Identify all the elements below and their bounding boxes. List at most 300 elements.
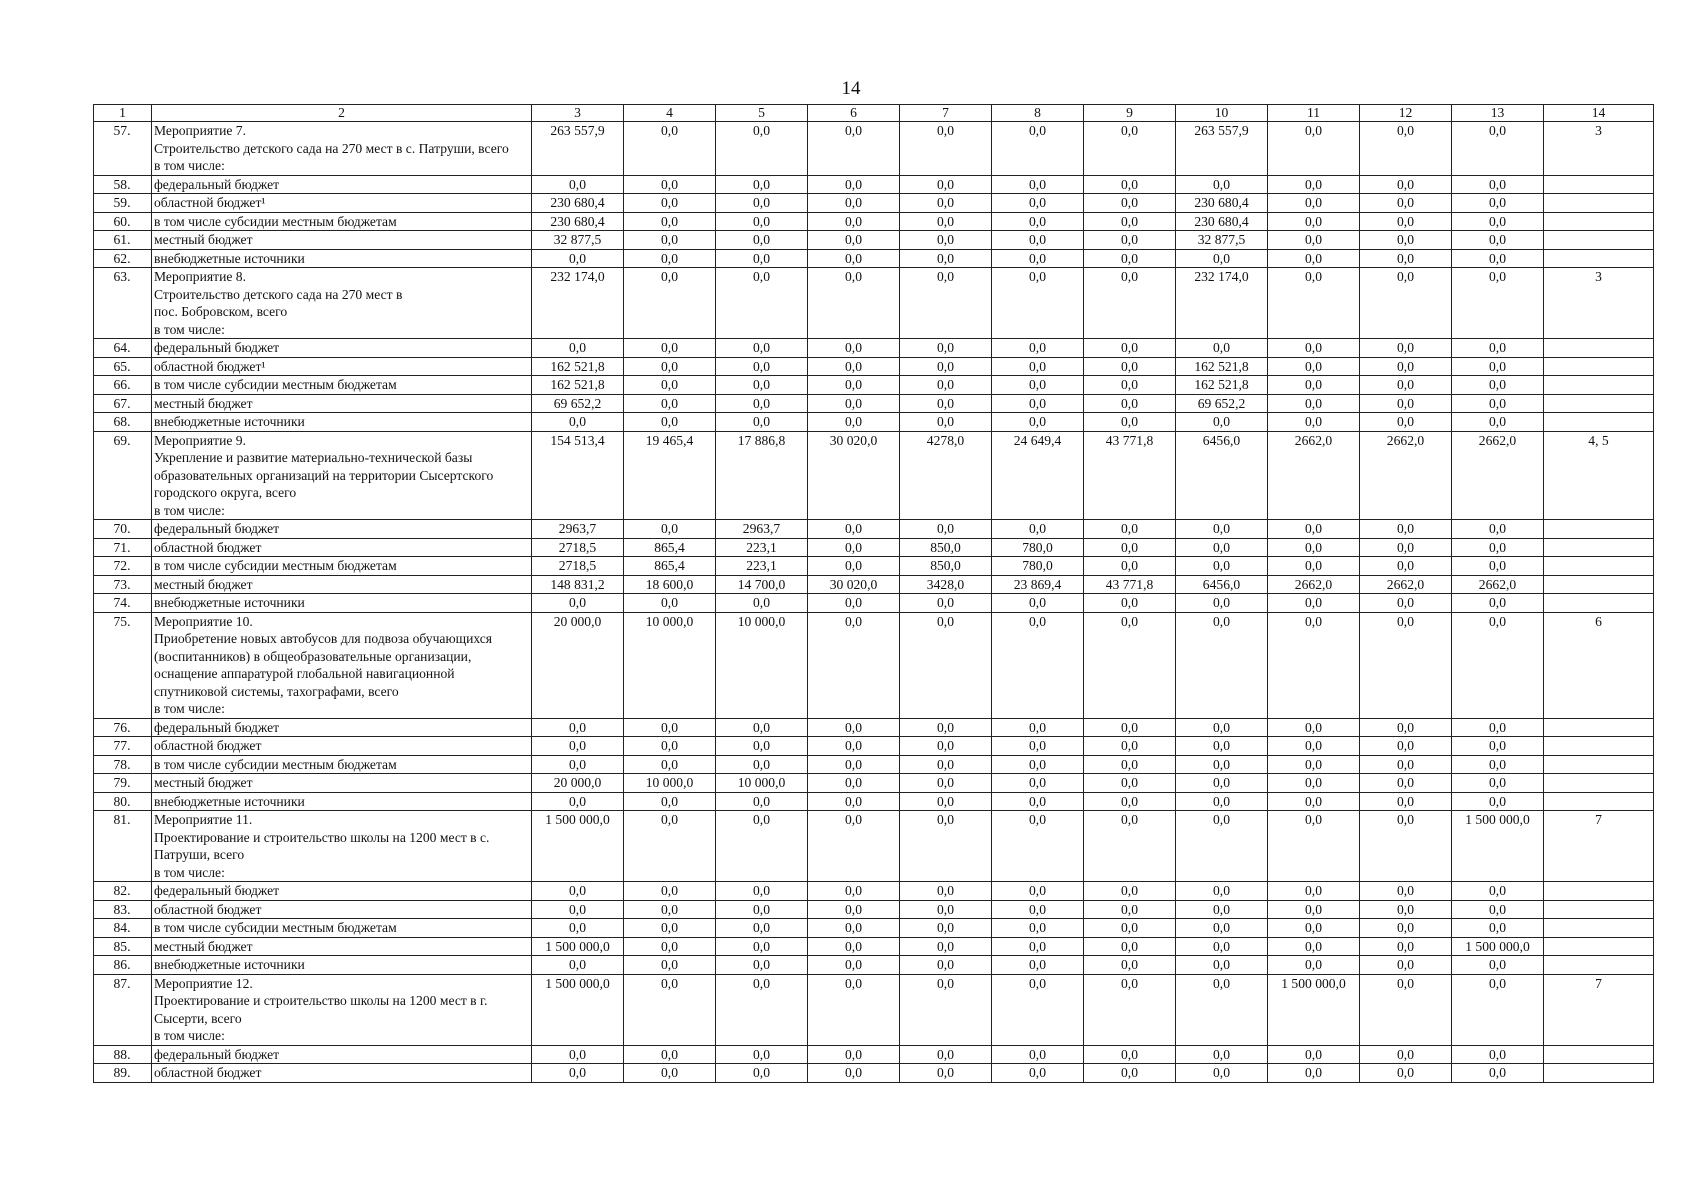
value-cell: 0,0	[624, 122, 716, 176]
reference-cell	[1544, 919, 1654, 938]
value-cell: 0,0	[808, 339, 900, 358]
value-cell: 0,0	[624, 1064, 716, 1083]
value-cell: 0,0	[900, 376, 992, 395]
reference-cell	[1544, 212, 1654, 231]
value-cell: 0,0	[1452, 194, 1544, 213]
row-title: внебюджетные источники	[152, 792, 532, 811]
column-header: 10	[1176, 105, 1268, 122]
value-cell: 0,0	[1268, 376, 1360, 395]
value-cell: 0,0	[624, 594, 716, 613]
value-cell: 0,0	[1360, 413, 1452, 432]
value-cell: 1 500 000,0	[532, 811, 624, 882]
value-cell: 0,0	[1084, 557, 1176, 576]
row-number: 59.	[94, 194, 152, 213]
row-title: областной бюджет	[152, 737, 532, 756]
value-cell: 0,0	[1176, 538, 1268, 557]
row-number: 84.	[94, 919, 152, 938]
value-cell: 0,0	[1084, 268, 1176, 339]
value-cell: 0,0	[808, 376, 900, 395]
row-number: 86.	[94, 956, 152, 975]
value-cell: 0,0	[992, 774, 1084, 793]
value-cell: 0,0	[716, 718, 808, 737]
reference-cell	[1544, 175, 1654, 194]
value-cell: 0,0	[1084, 520, 1176, 539]
value-cell: 0,0	[624, 882, 716, 901]
value-cell: 0,0	[900, 956, 992, 975]
row-title: внебюджетные источники	[152, 594, 532, 613]
value-cell: 0,0	[1084, 811, 1176, 882]
value-cell: 0,0	[1084, 413, 1176, 432]
row-number: 65.	[94, 357, 152, 376]
table-row	[94, 575, 1654, 594]
value-cell: 0,0	[1268, 919, 1360, 938]
value-cell: 0,0	[1452, 520, 1544, 539]
value-cell: 0,0	[624, 919, 716, 938]
value-cell: 0,0	[992, 249, 1084, 268]
value-cell: 0,0	[900, 737, 992, 756]
value-cell: 1 500 000,0	[532, 937, 624, 956]
column-header: 11	[1268, 105, 1360, 122]
value-cell: 0,0	[1268, 394, 1360, 413]
value-cell: 0,0	[716, 974, 808, 1045]
value-cell: 0,0	[532, 792, 624, 811]
value-cell: 263 557,9	[1176, 122, 1268, 176]
value-cell: 0,0	[1176, 937, 1268, 956]
value-cell: 10 000,0	[624, 612, 716, 718]
value-cell: 0,0	[900, 339, 992, 358]
value-cell: 0,0	[1176, 774, 1268, 793]
value-cell: 0,0	[716, 594, 808, 613]
row-number: 75.	[94, 612, 152, 718]
value-cell: 0,0	[992, 956, 1084, 975]
value-cell: 0,0	[1084, 249, 1176, 268]
row-title: в том числе субсидии местным бюджетам	[152, 557, 532, 576]
row-title: федеральный бюджет	[152, 520, 532, 539]
value-cell: 0,0	[1268, 755, 1360, 774]
value-cell: 17 886,8	[716, 431, 808, 520]
value-cell: 0,0	[1452, 755, 1544, 774]
value-cell: 0,0	[1268, 520, 1360, 539]
value-cell: 0,0	[716, 413, 808, 432]
table-row	[94, 212, 1654, 231]
value-cell: 0,0	[1084, 339, 1176, 358]
value-cell: 0,0	[900, 249, 992, 268]
value-cell: 0,0	[1084, 594, 1176, 613]
reference-cell	[1544, 520, 1654, 539]
column-header: 1	[94, 105, 152, 122]
value-cell: 0,0	[900, 175, 992, 194]
value-cell: 0,0	[1268, 612, 1360, 718]
value-cell: 32 877,5	[1176, 231, 1268, 250]
value-cell: 0,0	[716, 394, 808, 413]
reference-cell	[1544, 900, 1654, 919]
row-title: федеральный бюджет	[152, 1045, 532, 1064]
value-cell: 0,0	[624, 376, 716, 395]
value-cell: 0,0	[1452, 737, 1544, 756]
table-row	[94, 919, 1654, 938]
row-title: федеральный бюджет	[152, 718, 532, 737]
reference-cell	[1544, 882, 1654, 901]
value-cell: 0,0	[992, 612, 1084, 718]
value-cell: 0,0	[1360, 900, 1452, 919]
value-cell: 2718,5	[532, 538, 624, 557]
value-cell: 0,0	[1084, 194, 1176, 213]
value-cell: 0,0	[992, 792, 1084, 811]
value-cell: 0,0	[1360, 520, 1452, 539]
value-cell: 0,0	[1084, 956, 1176, 975]
value-cell: 1 500 000,0	[1452, 811, 1544, 882]
value-cell: 0,0	[992, 737, 1084, 756]
value-cell: 0,0	[1084, 1045, 1176, 1064]
column-header: 6	[808, 105, 900, 122]
value-cell: 0,0	[808, 268, 900, 339]
row-number: 57.	[94, 122, 152, 176]
reference-cell	[1544, 339, 1654, 358]
row-title: областной бюджет	[152, 1064, 532, 1083]
value-cell: 0,0	[716, 212, 808, 231]
reference-cell	[1544, 774, 1654, 793]
value-cell: 0,0	[1452, 413, 1544, 432]
value-cell: 0,0	[532, 956, 624, 975]
table-row	[94, 1045, 1654, 1064]
value-cell: 0,0	[1452, 956, 1544, 975]
row-title: Мероприятие 12. Проектирование и строительство школы на 1200 мест в г. Сысерти, всего в том числе:	[152, 974, 532, 1045]
value-cell: 0,0	[716, 956, 808, 975]
value-cell: 0,0	[1084, 122, 1176, 176]
value-cell: 0,0	[992, 900, 1084, 919]
column-header: 13	[1452, 105, 1544, 122]
value-cell: 0,0	[900, 520, 992, 539]
value-cell: 1 500 000,0	[532, 974, 624, 1045]
reference-cell: 4, 5	[1544, 431, 1654, 520]
value-cell: 0,0	[1360, 937, 1452, 956]
value-cell: 0,0	[1360, 1064, 1452, 1083]
row-title: областной бюджет¹	[152, 194, 532, 213]
row-title: федеральный бюджет	[152, 882, 532, 901]
value-cell: 0,0	[1176, 249, 1268, 268]
value-cell: 0,0	[1452, 357, 1544, 376]
value-cell: 0,0	[808, 882, 900, 901]
value-cell: 0,0	[1176, 919, 1268, 938]
value-cell: 0,0	[808, 557, 900, 576]
value-cell: 0,0	[992, 231, 1084, 250]
value-cell: 0,0	[1360, 268, 1452, 339]
column-header: 8	[992, 105, 1084, 122]
value-cell: 0,0	[808, 900, 900, 919]
value-cell: 18 600,0	[624, 575, 716, 594]
row-title: областной бюджет¹	[152, 357, 532, 376]
value-cell: 0,0	[1360, 956, 1452, 975]
value-cell: 0,0	[716, 900, 808, 919]
value-cell: 162 521,8	[1176, 357, 1268, 376]
table-row	[94, 339, 1654, 358]
reference-cell: 7	[1544, 811, 1654, 882]
reference-cell	[1544, 557, 1654, 576]
value-cell: 0,0	[1360, 755, 1452, 774]
value-cell: 0,0	[624, 231, 716, 250]
value-cell: 865,4	[624, 557, 716, 576]
row-title: внебюджетные источники	[152, 413, 532, 432]
value-cell: 0,0	[1452, 376, 1544, 395]
row-number: 66.	[94, 376, 152, 395]
value-cell: 0,0	[808, 520, 900, 539]
table-row	[94, 792, 1654, 811]
value-cell: 0,0	[1084, 175, 1176, 194]
table-row	[94, 755, 1654, 774]
value-cell: 0,0	[1176, 900, 1268, 919]
value-cell: 230 680,4	[1176, 194, 1268, 213]
table-row	[94, 394, 1654, 413]
value-cell: 0,0	[992, 376, 1084, 395]
value-cell: 0,0	[1360, 718, 1452, 737]
value-cell: 223,1	[716, 538, 808, 557]
table-row	[94, 122, 1654, 176]
value-cell: 32 877,5	[532, 231, 624, 250]
value-cell: 0,0	[900, 194, 992, 213]
value-cell: 0,0	[716, 1064, 808, 1083]
column-header: 2	[152, 105, 532, 122]
value-cell: 2662,0	[1360, 575, 1452, 594]
value-cell: 0,0	[1360, 557, 1452, 576]
value-cell: 0,0	[1268, 175, 1360, 194]
value-cell: 0,0	[716, 231, 808, 250]
column-header: 12	[1360, 105, 1452, 122]
value-cell: 0,0	[624, 755, 716, 774]
row-number: 80.	[94, 792, 152, 811]
value-cell: 0,0	[808, 974, 900, 1045]
table-row	[94, 413, 1654, 432]
value-cell: 0,0	[1360, 175, 1452, 194]
value-cell: 0,0	[716, 194, 808, 213]
value-cell: 0,0	[716, 919, 808, 938]
row-number: 70.	[94, 520, 152, 539]
value-cell: 223,1	[716, 557, 808, 576]
value-cell: 0,0	[992, 357, 1084, 376]
value-cell: 0,0	[900, 122, 992, 176]
value-cell: 0,0	[1360, 594, 1452, 613]
value-cell: 4278,0	[900, 431, 992, 520]
table-row	[94, 811, 1654, 882]
reference-cell	[1544, 737, 1654, 756]
value-cell: 0,0	[1176, 594, 1268, 613]
value-cell: 2662,0	[1452, 431, 1544, 520]
value-cell: 0,0	[992, 937, 1084, 956]
value-cell: 162 521,8	[1176, 376, 1268, 395]
value-cell: 0,0	[900, 212, 992, 231]
value-cell: 0,0	[1268, 718, 1360, 737]
value-cell: 0,0	[624, 718, 716, 737]
row-title: в том числе субсидии местным бюджетам	[152, 376, 532, 395]
reference-cell	[1544, 194, 1654, 213]
column-header: 5	[716, 105, 808, 122]
value-cell: 0,0	[1452, 974, 1544, 1045]
value-cell: 0,0	[716, 1045, 808, 1064]
value-cell: 0,0	[716, 268, 808, 339]
value-cell: 0,0	[1084, 774, 1176, 793]
value-cell: 0,0	[808, 811, 900, 882]
value-cell: 0,0	[900, 394, 992, 413]
value-cell: 0,0	[1452, 900, 1544, 919]
value-cell: 0,0	[900, 900, 992, 919]
row-number: 60.	[94, 212, 152, 231]
value-cell: 2662,0	[1360, 431, 1452, 520]
value-cell: 0,0	[1452, 122, 1544, 176]
value-cell: 0,0	[1176, 1064, 1268, 1083]
table-row	[94, 557, 1654, 576]
reference-cell	[1544, 231, 1654, 250]
row-number: 62.	[94, 249, 152, 268]
value-cell: 0,0	[716, 122, 808, 176]
value-cell: 0,0	[1360, 538, 1452, 557]
value-cell: 0,0	[1268, 956, 1360, 975]
column-header: 14	[1544, 105, 1654, 122]
value-cell: 43 771,8	[1084, 575, 1176, 594]
value-cell: 0,0	[1452, 792, 1544, 811]
reference-cell	[1544, 394, 1654, 413]
value-cell: 0,0	[1360, 811, 1452, 882]
value-cell: 0,0	[624, 268, 716, 339]
table-row	[94, 956, 1654, 975]
value-cell: 0,0	[1360, 919, 1452, 938]
row-number: 82.	[94, 882, 152, 901]
value-cell: 0,0	[900, 612, 992, 718]
value-cell: 0,0	[532, 737, 624, 756]
value-cell: 0,0	[716, 376, 808, 395]
table-row	[94, 175, 1654, 194]
row-number: 68.	[94, 413, 152, 432]
row-number: 89.	[94, 1064, 152, 1083]
value-cell: 0,0	[1268, 937, 1360, 956]
value-cell: 0,0	[1452, 1045, 1544, 1064]
row-number: 85.	[94, 937, 152, 956]
value-cell: 0,0	[1176, 737, 1268, 756]
page-number: 14	[841, 78, 861, 99]
value-cell: 0,0	[900, 974, 992, 1045]
table-row	[94, 737, 1654, 756]
row-number: 81.	[94, 811, 152, 882]
value-cell: 0,0	[1452, 557, 1544, 576]
value-cell: 0,0	[624, 737, 716, 756]
value-cell: 0,0	[1268, 249, 1360, 268]
value-cell: 0,0	[992, 882, 1084, 901]
row-title: Мероприятие 11. Проектирование и строительство школы на 1200 мест в с. Патруши, всего в том числе:	[152, 811, 532, 882]
reference-cell	[1544, 575, 1654, 594]
value-cell: 0,0	[1084, 974, 1176, 1045]
value-cell: 0,0	[1452, 919, 1544, 938]
value-cell: 0,0	[1452, 882, 1544, 901]
table-row	[94, 538, 1654, 557]
value-cell: 0,0	[1360, 231, 1452, 250]
row-title: Мероприятие 9. Укрепление и развитие материально-технической базы образовательных организаций на территории Сысертского городского округа, всего в том числе:	[152, 431, 532, 520]
table-body	[94, 105, 1654, 1083]
row-number: 83.	[94, 900, 152, 919]
reference-cell	[1544, 718, 1654, 737]
value-cell: 0,0	[1360, 394, 1452, 413]
value-cell: 0,0	[624, 357, 716, 376]
value-cell: 30 020,0	[808, 575, 900, 594]
row-number: 72.	[94, 557, 152, 576]
row-title: местный бюджет	[152, 575, 532, 594]
table-row	[94, 900, 1654, 919]
reference-cell	[1544, 594, 1654, 613]
value-cell: 2662,0	[1452, 575, 1544, 594]
value-cell: 0,0	[992, 520, 1084, 539]
value-cell: 0,0	[1176, 175, 1268, 194]
row-number: 74.	[94, 594, 152, 613]
table-row	[94, 612, 1654, 718]
value-cell: 0,0	[1176, 612, 1268, 718]
budget-table	[93, 104, 1654, 1083]
value-cell: 0,0	[1452, 538, 1544, 557]
reference-cell	[1544, 413, 1654, 432]
value-cell: 0,0	[1084, 1064, 1176, 1083]
value-cell: 0,0	[1268, 1045, 1360, 1064]
value-cell: 0,0	[1268, 811, 1360, 882]
value-cell: 0,0	[992, 194, 1084, 213]
value-cell: 0,0	[992, 394, 1084, 413]
value-cell: 162 521,8	[532, 376, 624, 395]
value-cell: 0,0	[808, 231, 900, 250]
value-cell: 0,0	[716, 882, 808, 901]
value-cell: 0,0	[808, 413, 900, 432]
value-cell: 0,0	[808, 755, 900, 774]
value-cell: 2963,7	[716, 520, 808, 539]
reference-cell	[1544, 956, 1654, 975]
row-number: 78.	[94, 755, 152, 774]
value-cell: 0,0	[1360, 612, 1452, 718]
value-cell: 30 020,0	[808, 431, 900, 520]
row-number: 69.	[94, 431, 152, 520]
value-cell: 0,0	[1452, 594, 1544, 613]
value-cell: 0,0	[900, 1064, 992, 1083]
value-cell: 0,0	[992, 974, 1084, 1045]
value-cell: 0,0	[1084, 376, 1176, 395]
value-cell: 2718,5	[532, 557, 624, 576]
value-cell: 0,0	[1268, 594, 1360, 613]
value-cell: 0,0	[900, 811, 992, 882]
value-cell: 0,0	[900, 792, 992, 811]
value-cell: 0,0	[1176, 718, 1268, 737]
value-cell: 0,0	[1360, 212, 1452, 231]
value-cell: 0,0	[624, 1045, 716, 1064]
row-number: 76.	[94, 718, 152, 737]
value-cell: 0,0	[808, 792, 900, 811]
value-cell: 850,0	[900, 557, 992, 576]
value-cell: 2662,0	[1268, 575, 1360, 594]
value-cell: 0,0	[624, 394, 716, 413]
value-cell: 0,0	[900, 268, 992, 339]
value-cell: 0,0	[992, 594, 1084, 613]
row-title: областной бюджет	[152, 538, 532, 557]
reference-cell	[1544, 249, 1654, 268]
value-cell: 0,0	[1360, 774, 1452, 793]
value-cell: 0,0	[900, 919, 992, 938]
value-cell: 0,0	[1452, 339, 1544, 358]
value-cell: 69 652,2	[532, 394, 624, 413]
value-cell: 0,0	[808, 122, 900, 176]
table-row	[94, 974, 1654, 1045]
value-cell: 148 831,2	[532, 575, 624, 594]
reference-cell: 7	[1544, 974, 1654, 1045]
value-cell: 0,0	[900, 882, 992, 901]
value-cell: 0,0	[1452, 212, 1544, 231]
value-cell: 0,0	[992, 268, 1084, 339]
value-cell: 0,0	[808, 1064, 900, 1083]
value-cell: 0,0	[716, 357, 808, 376]
value-cell: 0,0	[1268, 268, 1360, 339]
table-row	[94, 231, 1654, 250]
value-cell: 0,0	[1452, 231, 1544, 250]
